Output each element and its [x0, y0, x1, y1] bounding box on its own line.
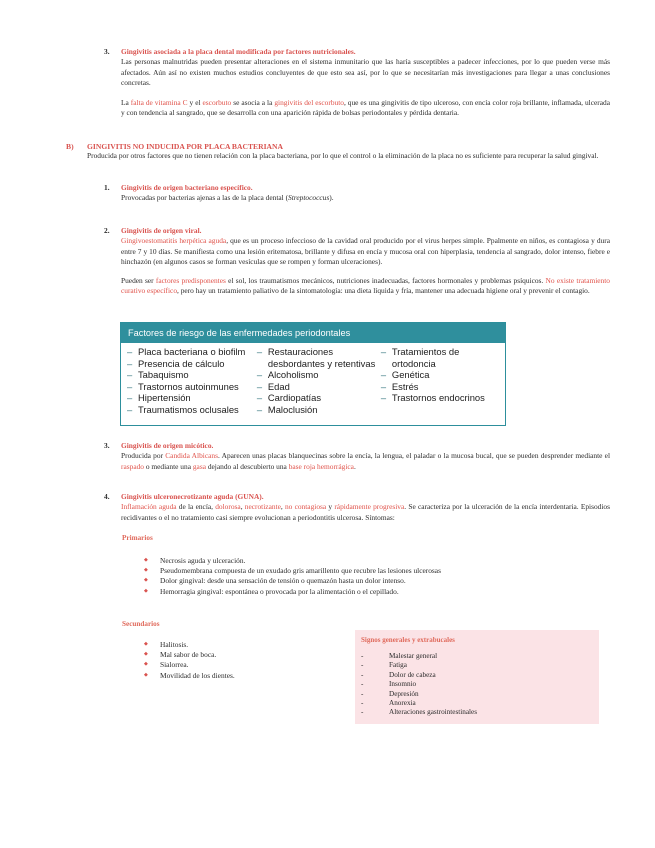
list-item: ◆ Necrosis aguda y ulceración.	[144, 556, 604, 566]
list-item: - Dolor de cabeza	[355, 671, 599, 680]
highlight-term: base roja hemorrágica	[288, 461, 354, 471]
text: Provocadas por bacterias ajenas a las de la placa dental (	[121, 193, 289, 202]
text: . Se caracteriza por la ulceración de la encía interdentaria. Episodios recidivantes o el no tratamiento casi siempre evolucionan a periodontitis ulcerosa. Síntomas:	[121, 502, 610, 522]
section-title: GINGIVITIS NO INDUCIDA POR PLACA BACTERIANA	[87, 142, 283, 151]
text: y el	[187, 97, 203, 107]
risk-item: – Cardiopatías	[257, 392, 381, 404]
section-title: Gingivitis ulceronecrotizante aguda (GUNA).	[121, 492, 264, 501]
subsection-guna	[104, 492, 610, 523]
highlight-term: falta de vitamina C	[130, 97, 188, 107]
list-item: ◆ Pseudomembrana compuesta de un exudado gris amarillento que recubre las lesiones ulcerosas	[144, 566, 604, 576]
paragraph	[121, 236, 610, 268]
list-item: ◆ Hemorragia gingival: espontánea o provocada por la alimentación o el cepillado.	[144, 587, 604, 597]
highlight-term: gasa	[192, 461, 206, 471]
paragraph	[121, 193, 610, 204]
risk-item: – Traumatismos oclusales	[127, 404, 257, 416]
risk-item: – Edad	[257, 381, 381, 393]
risk-column-2	[257, 346, 381, 416]
section-nutritional	[104, 47, 610, 119]
italic-term: Streptococcus	[288, 193, 330, 202]
risk-item: – Trastornos endocrinos	[381, 392, 499, 404]
highlight-term: factores predisponentes	[155, 275, 226, 285]
primarios-list	[144, 556, 604, 597]
text: el sol, los traumatismos mecánicos, nutriciones inadecuadas, factores hormonales y problemas psíquicos.	[225, 275, 546, 285]
list-item: ◆ Sialorrea.	[144, 660, 334, 670]
text: , pero hay un tratamiento paliativo de la sintomatología: una dieta líquida y fría, mantener una adecuada higiene oral y prevenir el contagio.	[177, 286, 590, 296]
subsection-bacterial	[104, 183, 610, 204]
signos-box	[355, 630, 599, 724]
subsection-viral	[104, 226, 610, 297]
highlight-term: Gingivoestomatitis herpética aguda	[121, 236, 227, 245]
risk-item: – Hipertensión	[127, 392, 257, 404]
list-item: ◆ Movilidad de los dientes.	[144, 671, 334, 681]
section-title: Gingivitis de origen micótico.	[121, 441, 214, 450]
risk-item-continued: desbordantes y retentivas	[267, 357, 376, 369]
list-item: - Fatiga	[355, 661, 599, 670]
risk-item: – Presencia de cálculo	[127, 358, 257, 370]
paragraph: Las personas malnutridas pueden presentar alteraciones en el sistema inmunitario que las haría susceptibles a padecer infecciones, por lo que pueden verse más afectados. Aún así no existen muchos estudios concluyentes de que esto sea así, por lo que se necesitarían más investigaciones para llegar a unas conclusiones concretas.	[121, 57, 610, 88]
list-item: - Alteraciones gastrointestinales	[355, 708, 599, 717]
text: Pueden ser	[121, 275, 156, 285]
section-number: 4.	[104, 492, 110, 501]
section-title: Gingivitis de origen bacteriano específico.	[121, 183, 253, 192]
text: de la encía,	[176, 502, 216, 511]
risk-factors-title: Factores de riesgo de las enfermedades periodontales	[121, 323, 505, 343]
text: .	[353, 461, 356, 471]
secundarios-list	[144, 640, 334, 681]
risk-item: – Tabaquismo	[127, 369, 257, 381]
risk-item: – Placa bacteriana o biofilm	[127, 346, 257, 358]
risk-factors-box	[120, 322, 506, 426]
subsection-fungal	[104, 441, 610, 472]
signos-label: Signos generales y extrabucales	[361, 636, 455, 644]
primarios-label: Primarios	[122, 534, 153, 542]
list-item: - Anorexia	[355, 699, 599, 708]
highlight-term: no contagiosa	[284, 502, 327, 511]
section-letter: B)	[66, 142, 74, 151]
section-number: 2.	[104, 226, 110, 235]
section-b	[66, 142, 610, 162]
risk-column-3	[381, 346, 499, 416]
list-item: ◆ Halitosis.	[144, 640, 334, 650]
text: dejando al descubierto una	[205, 461, 289, 471]
text: se asocia a la	[231, 97, 275, 107]
section-title: Gingivitis asociada a la placa dental modificada por factores nutricionales.	[121, 47, 356, 56]
text: , que es una gingivitis de tipo ulceroso, con encía color roja brillante, inflamada, ulcerada y con tendencia al sangrado, que se desarrolla con una aparición rápida de bolsas periodontales y pérdida dentaria.	[121, 97, 610, 118]
signos-list	[355, 652, 599, 718]
risk-factors-columns	[121, 343, 505, 419]
paragraph: Producida por otros factores que no tienen relación con la placa bacteriana, por lo que el control o la eliminación de la placa no es suficiente para recuperar la salud gingival.	[87, 151, 599, 160]
risk-item: – Maloclusión	[257, 404, 381, 416]
section-number: 3.	[104, 47, 110, 56]
list-item: - Insomnio	[355, 680, 599, 689]
risk-item: – Estrés	[381, 381, 499, 393]
text: y	[326, 502, 335, 511]
highlight-term: rápidamente progresiva	[334, 502, 405, 511]
highlight-term: Candida Albicans	[165, 451, 218, 460]
text: . Aparecen unas placas blanquecinas sobre la encía, la lengua, el paladar o la mucosa bucal, que se pueden desprender mediante el	[217, 451, 611, 460]
secundarios-label: Secundarios	[122, 620, 160, 628]
highlight-term: dolorosa	[215, 502, 241, 511]
paragraph	[121, 502, 610, 523]
list-item: - Depresión	[355, 690, 599, 699]
highlight-term: necrotizante	[244, 502, 281, 511]
text: , que es un proceso infeccioso de la cavidad oral producido por el virus herpes simple. Ppalmente en niños, es contagiosa y dura entre 7 y 10 días. Se manifiesta como una lesión eritematosa, brillante y difusa en encía y mucosa oral con hiperplasia, tendencia al sangrado, dolor intenso, fiebre e hinchazón (en algunos casos se forman vesículas que se rompen y forman ulceraciones).	[121, 236, 610, 267]
section-number: 1.	[104, 183, 110, 192]
text: o mediante una	[143, 461, 193, 471]
highlight-term: No existe tratamiento curativo específico	[121, 275, 611, 296]
list-item: - Malestar general	[355, 652, 599, 661]
text: ,	[280, 502, 285, 511]
risk-item: – Tratamientos de ortodoncia	[381, 346, 499, 369]
risk-item: – Genética	[381, 369, 499, 381]
paragraph	[121, 276, 610, 297]
paragraph	[121, 98, 610, 119]
highlight-term: escorbuto	[202, 97, 232, 107]
risk-item: – Restauraciones	[257, 346, 381, 358]
paragraph	[121, 451, 610, 472]
section-title: Gingivitis de origen viral.	[121, 226, 202, 235]
risk-item: – Trastornos autoinmunes	[127, 381, 257, 393]
risk-column-1	[127, 346, 257, 416]
text: ,	[240, 502, 245, 511]
text: ).	[329, 193, 334, 202]
highlight-term: raspado	[121, 461, 144, 471]
highlight-term: gingivitis del escorbuto	[274, 97, 344, 107]
section-number: 3.	[104, 441, 110, 450]
risk-item: – Alcoholismo	[257, 369, 381, 381]
list-item: ◆ Dolor gingival: desde una sensación de tensión o quemazón hasta un dolor intenso.	[144, 576, 604, 586]
text: Producida por	[121, 451, 166, 460]
highlight-term: Inflamación aguda	[121, 502, 177, 511]
list-item: ◆ Mal sabor de boca.	[144, 650, 334, 660]
text: La	[121, 97, 131, 107]
